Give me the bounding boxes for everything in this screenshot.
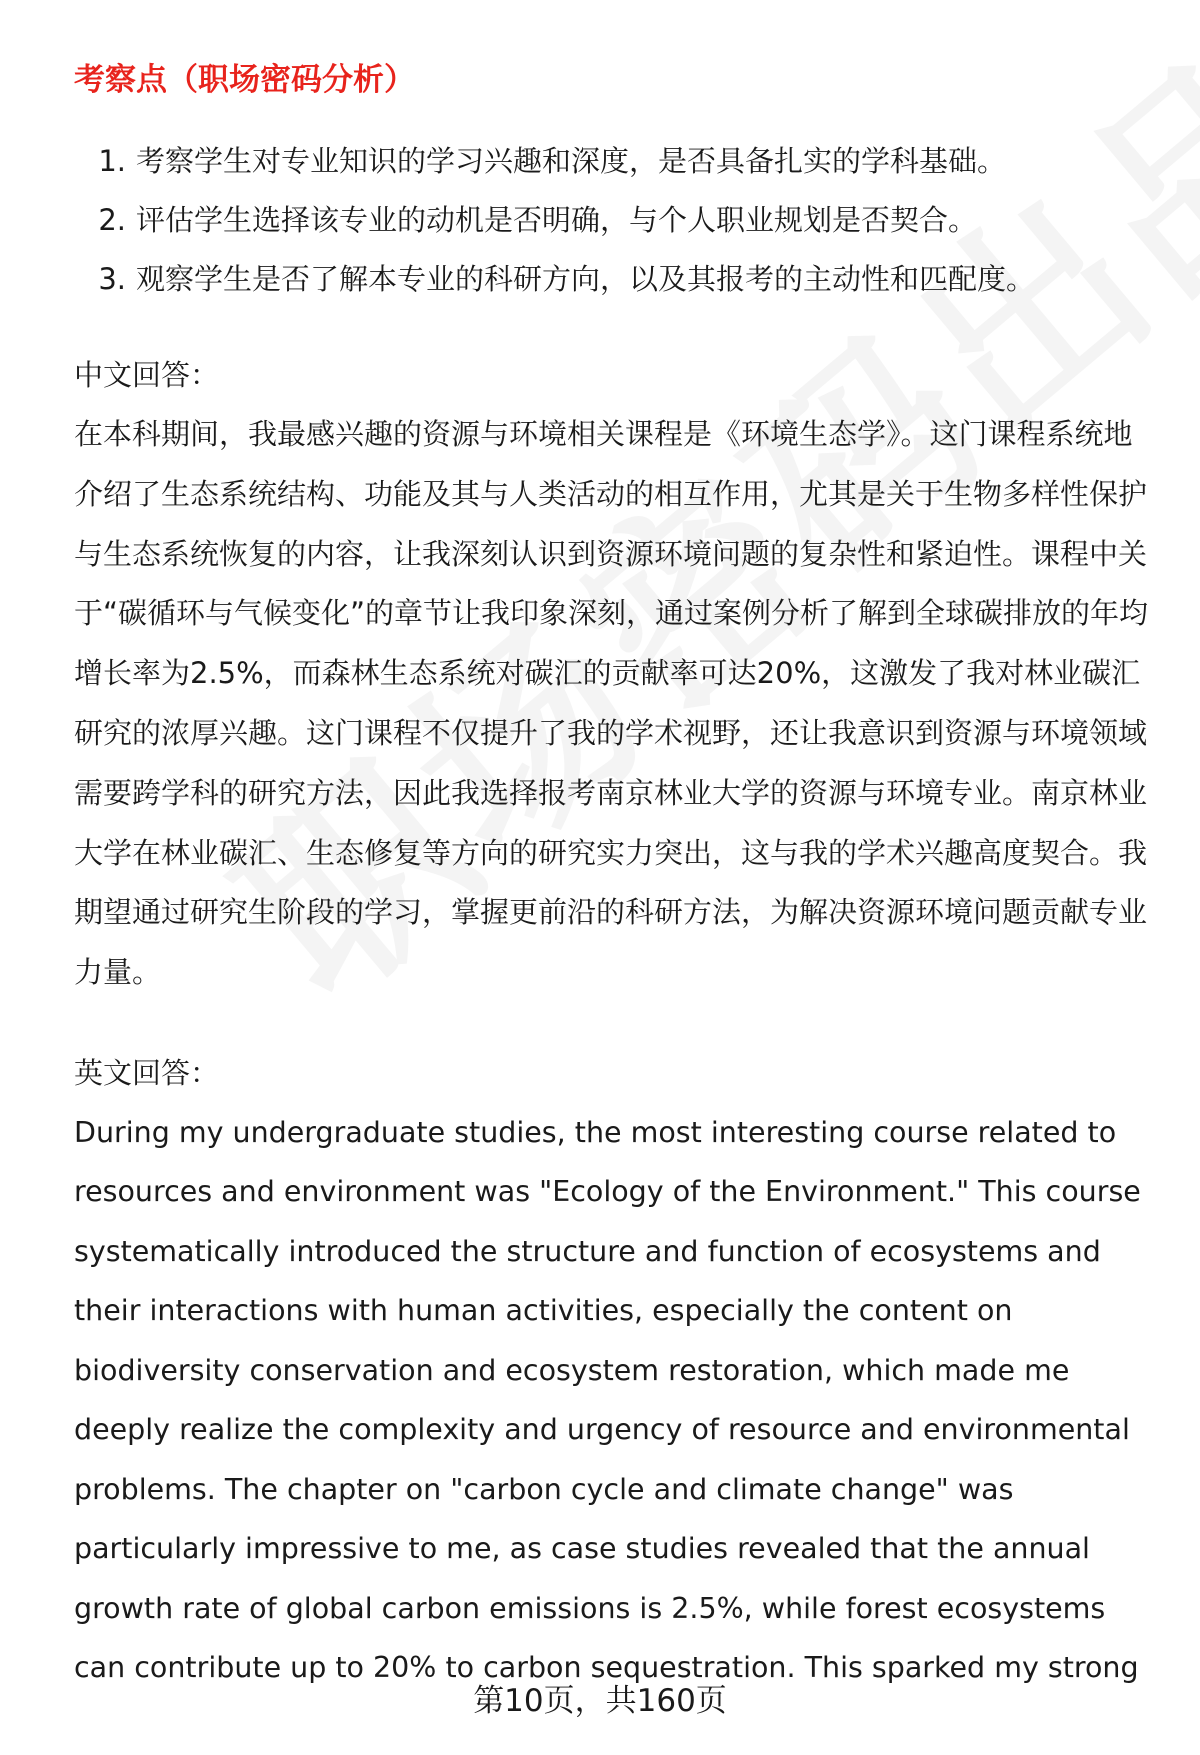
list-item-text: 评估学生选择该专业的动机是否明确，与个人职业规划是否契合。 — [136, 203, 978, 237]
document-page — [74, 50, 1154, 1698]
english-answer-label: 英文回答： — [74, 1055, 220, 1090]
list-item-text: 考察学生对专业知识的学习兴趣和深度，是否具备扎实的学科基础。 — [136, 144, 1007, 178]
english-answer-paragraph: During my undergraduate studies, the most interesting course related to resources and environment was "Ecology of the Environment." This course systematically introduced the structure and function of ecosystems and their interactions with human activities, especially the content on biodiversity conservation and ecosystem restoration, which made me deeply realize the complexity and urgency of resource and environmental problems. The chapter on "carbon cycle and climate change" was particularly impressive to me, as case studies revealed that the annual growth rate of global carbon emissions is 2.5%, while forest ecosystems can contribute up to 20% to carbon sequestration. This sparked my strong — [74, 1115, 1141, 1685]
list-number: 3. — [98, 262, 126, 296]
list-item — [74, 191, 1154, 250]
assessment-points-list — [74, 132, 1154, 309]
chinese-answer-label: 中文回答： — [74, 358, 220, 392]
list-item — [74, 132, 1154, 191]
list-number: 1. — [98, 144, 126, 178]
list-item-text: 观察学生是否了解本专业的科研方向，以及其报考的主动性和匹配度。 — [136, 262, 1036, 296]
chinese-answer-paragraph: 在本科期间，我最感兴趣的资源与环境相关课程是《环境生态学》。这门课程系统地介绍了生态系统结构、功能及其与人类活动的相互作用，尤其是关于生物多样性保护与生态系统恢复的内容，让我深刻认识到资源环境问题的复杂性和紧迫性。课程中关于“碳循环与气候变化”的章节让我印象深刻，通过案例分析了解到全球碳排放的年均增长率为2.5%，而森林生态系统对碳汇的贡献率可达20%，这激发了我对林业碳汇研究的浓厚兴趣。这门课程不仅提升了我的学术视野，还让我意识到资源与环境领域需要跨学科的研究方法，因此我选择报考南京林业大学的资源与环境专业。南京林业大学在林业碳汇、生态修复等方向的研究实力突出，这与我的学术兴趣高度契合。我期望通过研究生阶段的学习，掌握更前沿的科研方法，为解决资源环境问题贡献专业力量。 — [74, 417, 1149, 990]
section-heading: 考察点（职场密码分析） — [74, 62, 415, 98]
list-number: 2. — [98, 203, 126, 237]
list-item — [74, 250, 1154, 309]
page-number-footer: 第10页，共160页 — [473, 1683, 727, 1719]
